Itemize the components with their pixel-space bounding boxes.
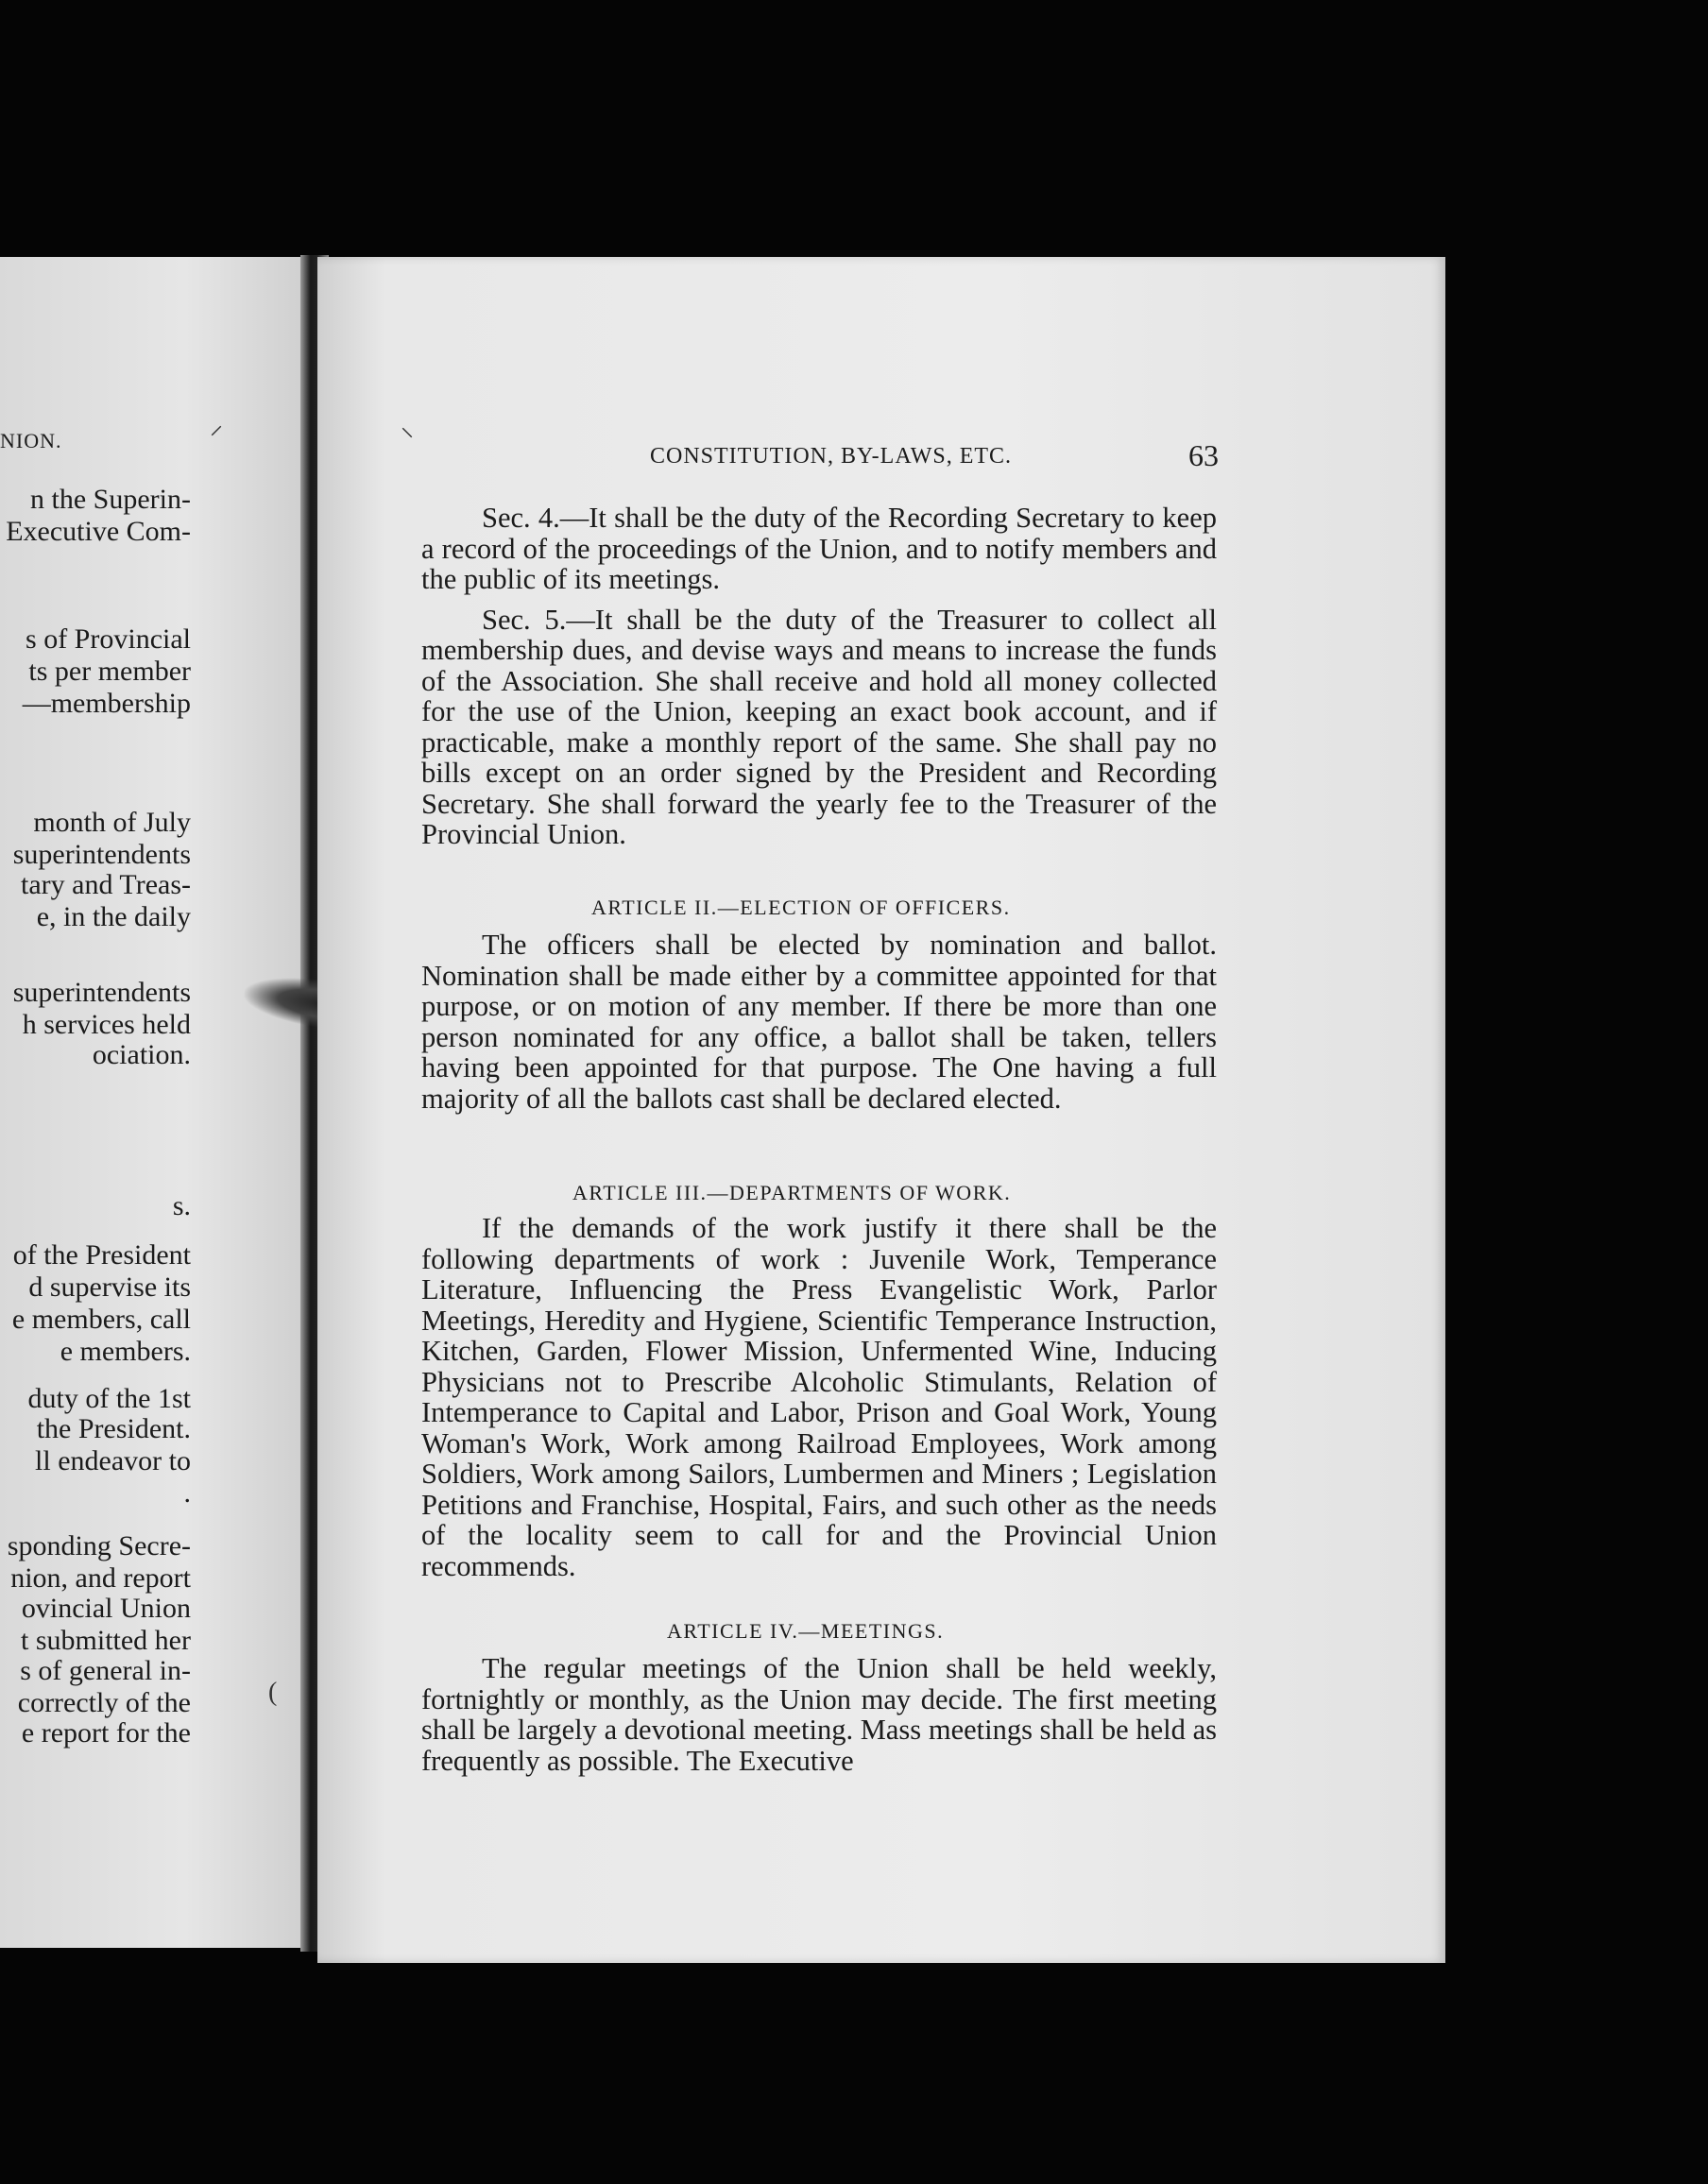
left-page-line: ll endeavor to (35, 1445, 191, 1476)
left-page-line: Executive Com- (6, 516, 191, 547)
left-page-line: superintendents (12, 977, 191, 1008)
section-4-5-text (421, 503, 1217, 860)
left-page-line: —membership (22, 688, 191, 719)
sec-4-paragraph: Sec. 4.—It shall be the duty of the Recording Secretary to keep a record of the proceedings of the Union, and to notify members and the public of its meetings. (421, 502, 1217, 595)
left-page-line: e members, call (11, 1304, 191, 1335)
left-page-line: nion, and report (10, 1562, 191, 1594)
left-page-line: duty of the 1st (27, 1383, 191, 1414)
right-running-head: CONSTITUTION, BY-LAWS, ETC. (650, 444, 1013, 469)
article-2-heading: ARTICLE II.—ELECTION OF OFFICERS. (591, 896, 1011, 919)
left-page-line: ovincial Union (21, 1593, 191, 1624)
left-page-line: d supervise its (28, 1271, 191, 1303)
left-page-line: month of July (33, 807, 191, 838)
left-page-line: superintendents (12, 839, 191, 870)
left-page-line: s of Provincial (26, 623, 191, 655)
left-page-line: t submitted her (21, 1625, 191, 1656)
article-2-paragraph: The officers shall be elected by nomination and ballot. Nomination shall be made either by a committee appointed for that purpose, or on motion of any member. If there be more than one person nominated for any office, a ballot shall be taken, tellers having been appointed for that purpose. The One having a full majority of all the ballots cast shall be declared elected. (421, 929, 1217, 1115)
article-4-paragraph: The regular meetings of the Union shall be held weekly, fortnightly or monthly, as the Union may decide. The first meeting shall be largely a devotional meeting. Mass meetings shall be held as frequently as possible. The Executive (421, 1652, 1217, 1777)
margin-mark: ( (268, 1678, 278, 1707)
left-page-line: s. (172, 1190, 191, 1221)
left-page (0, 257, 308, 1948)
left-page-line: correctly of the (17, 1687, 191, 1718)
article-4-body (421, 1653, 1217, 1785)
left-page-line: e report for the (21, 1717, 191, 1749)
left-page-line: h services held (22, 1009, 191, 1040)
page-number: 63 (1188, 438, 1219, 472)
right-page (317, 257, 1445, 1963)
left-page-line: sponding Secre- (7, 1530, 191, 1561)
article-2-body (421, 930, 1217, 1123)
article-3-paragraph: If the demands of the work justify it there shall be the following departments of work : Juvenile Work, Temperance Literature, Influencing the Press Evangelistic Work, Parlor Meetings, Heredity and Hygiene, Scientific Temperance Instruction, Kitchen, Garden, Flower Mission, Unfermented Wine, Inducing Physicians not to Prescribe Alcoholic Stimulants, Relation of Intemperance to Capital and Labor, Prison and Goal Work, Young Woman's Work, Work among Railroad Employees, Work among Soldiers, Work among Sailors, Lumbermen and Miners ; Legislation Petitions and Franchise, Hospital, Fairs, and such other as the needs of the locality seem to call for and the Provincial Union recommends. (421, 1212, 1217, 1582)
left-page-line: ociation. (92, 1039, 191, 1070)
left-running-head: NION. (0, 429, 62, 452)
article-3-heading: ARTICLE III.—DEPARTMENTS OF WORK. (572, 1181, 1012, 1204)
left-page-line: of the President (12, 1239, 191, 1271)
margin-mark: ⸝ (210, 411, 224, 440)
margin-mark: ⸜ (401, 413, 415, 442)
left-page-line: n the Superin- (30, 484, 191, 515)
left-page-line: tary and Treas- (21, 869, 191, 900)
left-page-line: the President. (36, 1413, 191, 1444)
sec-5-paragraph: Sec. 5.—It shall be the duty of the Treasurer to collect all membership dues, and devise ways and means to increase the funds of the Association. She shall receive and hold all money collected for the use of the Union, keeping an exact book account, and if practicable, make a monthly report of the same. She shall pay no bills except on an order signed by the President and Recording Secretary. She shall forward the yearly fee to the Treasurer of the Provincial Union. (421, 603, 1217, 850)
left-page-line: ts per member (28, 656, 191, 687)
left-page-line: s of general in- (20, 1655, 191, 1686)
article-4-heading: ARTICLE IV.—MEETINGS. (667, 1619, 945, 1643)
article-3-body (421, 1213, 1217, 1591)
left-page-line: e, in the daily (36, 901, 191, 932)
left-page-line: e members. (60, 1336, 191, 1367)
left-page-line: . (183, 1477, 191, 1509)
